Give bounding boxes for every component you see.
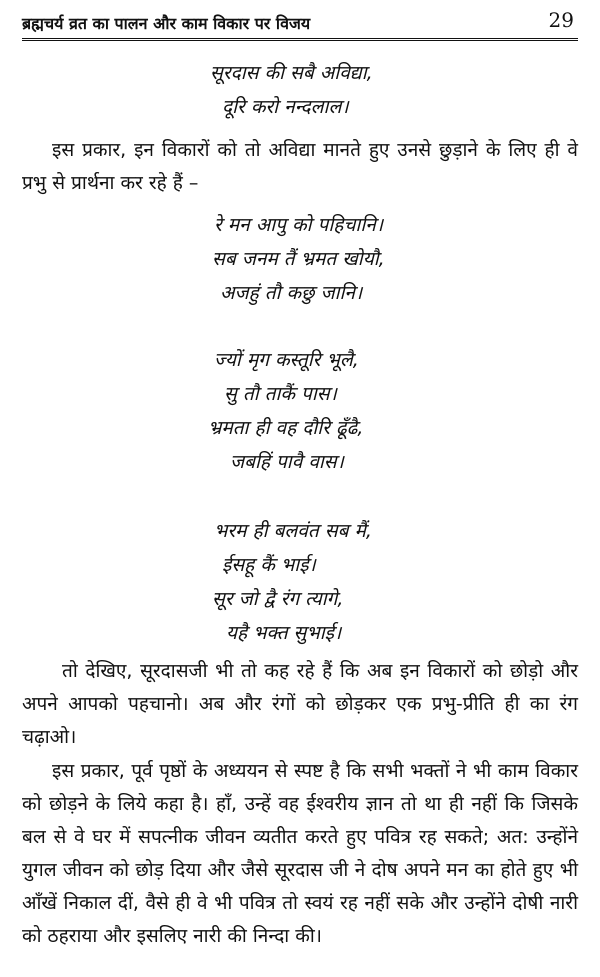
poem-stanza-2 (212, 208, 385, 310)
paragraph-1 (22, 134, 578, 200)
poem-stanza-1 (210, 56, 373, 124)
poem-stanza-4 (212, 514, 372, 650)
poem-line: रे मन आपु को पहिचानि। (214, 214, 384, 236)
poem-line: सूरदास की सबै अविद्या, (210, 62, 373, 84)
running-title: ब्रह्मचर्य व्रत का पालन और काम विकार पर विजय (22, 14, 311, 33)
poem-line: भ्रमता ही वह दौरि ढूँढै, (208, 417, 364, 439)
poem-line: दूरि करो नन्दलाल। (222, 96, 349, 118)
poem-line: जबहिं पावै वास। (230, 451, 344, 473)
paragraph-3 (22, 755, 578, 953)
poem-line: सु तौ ताकैं पास। (224, 383, 337, 405)
poem-line: अजहुं तौ कछु जानि। (220, 282, 363, 304)
running-header (22, 8, 578, 41)
paragraph-text: इस प्रकार, पूर्व पृष्ठों के अध्ययन से स्पष्ट है कि सभी भक्तों ने भी काम विकार को छोड़ने के लिये कहा है। हाँ, उन्हें वह ईश्वरीय ज्ञान तो था ही नहीं कि जिसके बल से वे घर में सपत्नीक जीवन व्यतीत करते हुए पवित्र रह सकते; अत: उन्होंने युगल जीवन को छोड़ दिया और जैसे सूरदास जी ने दोष अपने मन का होते हुए भी आँखें निकाल दीं, वैसे ही वे भी पवित्र तो स्वयं रह नहीं सके और उन्होंने दोषी नारी को ठहराया और इसलिए नारी की निन्दा की। (22, 760, 578, 947)
poem-line: यहै भक्त सुभाई। (226, 622, 342, 644)
poem-line: सूर जो द्वै रंग त्यागे, (212, 588, 344, 610)
poem-line: सब जनम तैं भ्रमत खोयौ, (212, 248, 385, 270)
paragraph-text: तो देखिए, सूरदासजी भी तो कह रहे हैं कि अब इन विकारों को छोड़ो और अपने आपको पहचानो। अब और रंगों को छोड़कर एक प्रभु-प्रीति ही का रंग चढ़ाओ। (22, 660, 578, 748)
poem-line: भरम ही बलवंत सब मैं, (214, 520, 372, 542)
poem-line: ज्यों मृग कस्तूरि भूलै, (214, 349, 359, 371)
page-number: 29 (548, 8, 574, 32)
poem-stanza-3 (208, 343, 363, 479)
poem-line: ईसहू कैं भाई। (222, 554, 316, 576)
paragraph-2 (22, 655, 578, 754)
paragraph-text: इस प्रकार, इन विकारों को तो अविद्या मानते हुए उनसे छुड़ाने के लिए ही वे प्रभु से प्रार्थना कर रहे हैं – (22, 139, 578, 194)
